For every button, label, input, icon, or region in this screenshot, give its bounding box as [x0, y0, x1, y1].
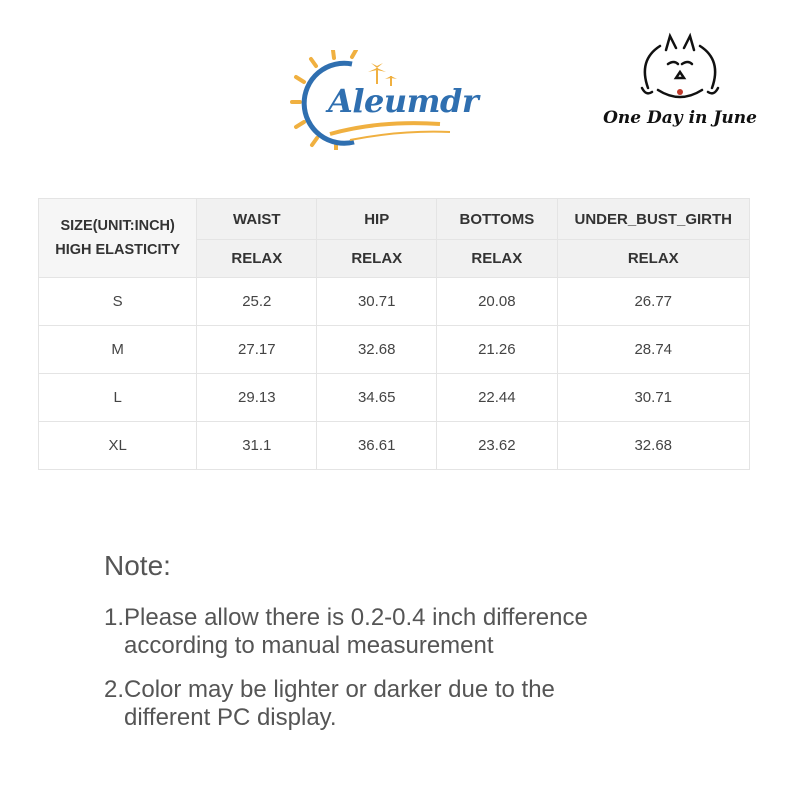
- note-line-continued: different PC display.: [124, 704, 337, 731]
- waist-cell: 27.17: [197, 326, 317, 374]
- note-line: 2.Color may be lighter or darker due to the: [104, 676, 555, 703]
- note-line-continued: according to manual measurement: [124, 632, 494, 659]
- hip-cell: 32.68: [317, 326, 437, 374]
- size-cell: XL: [39, 422, 197, 470]
- size-cell: M: [39, 326, 197, 374]
- under-bust-girth-cell: 26.77: [557, 278, 750, 326]
- size-cell: L: [39, 374, 197, 422]
- hip-cell: 30.71: [317, 278, 437, 326]
- size-unit-label: SIZE(UNIT:INCH): [60, 218, 175, 234]
- bottoms-cell: 23.62: [437, 422, 557, 470]
- bottoms-cell: 22.44: [437, 374, 557, 422]
- table-row: [39, 326, 750, 374]
- note-item: [104, 604, 588, 660]
- size-chart-table: [38, 198, 750, 470]
- under-bust-girth-cell: 32.68: [557, 422, 750, 470]
- size-corner-header: [39, 199, 197, 278]
- waist-cell: 29.13: [197, 374, 317, 422]
- column-header-waist: WAIST: [197, 199, 317, 240]
- notes-section: [104, 550, 588, 748]
- waist-cell: 25.2: [197, 278, 317, 326]
- column-header-under-bust-girth: UNDER_BUST_GIRTH: [557, 199, 750, 240]
- table-row: [39, 374, 750, 422]
- hip-cell: 34.65: [317, 374, 437, 422]
- bottoms-cell: 21.26: [437, 326, 557, 374]
- waist-cell: 31.1: [197, 422, 317, 470]
- table-header-row: [39, 199, 750, 240]
- aleumdr-logo-text: Aleumdr: [328, 82, 479, 120]
- subheader-waist: RELAX: [197, 240, 317, 278]
- under-bust-girth-cell: 30.71: [557, 374, 750, 422]
- size-cell: S: [39, 278, 197, 326]
- subheader-under-bust-girth: RELAX: [557, 240, 750, 278]
- aleumdr-logo: [290, 50, 479, 150]
- subheader-hip: RELAX: [317, 240, 437, 278]
- one-day-in-june-logo: [600, 30, 760, 140]
- cat-silhouette-icon: [600, 30, 760, 110]
- subheader-bottoms: RELAX: [437, 240, 557, 278]
- column-header-bottoms: BOTTOMS: [437, 199, 557, 240]
- table-row: [39, 422, 750, 470]
- column-header-hip: HIP: [317, 199, 437, 240]
- under-bust-girth-cell: 28.74: [557, 326, 750, 374]
- note-item: [104, 676, 588, 732]
- hip-cell: 36.61: [317, 422, 437, 470]
- table-row: [39, 278, 750, 326]
- bottoms-cell: 20.08: [437, 278, 557, 326]
- one-day-in-june-logo-text: One Day in June: [603, 108, 757, 128]
- elasticity-label: HIGH ELASTICITY: [55, 242, 181, 258]
- notes-title: Note:: [104, 550, 171, 581]
- note-line: 1.Please allow there is 0.2-0.4 inch difference: [104, 604, 588, 631]
